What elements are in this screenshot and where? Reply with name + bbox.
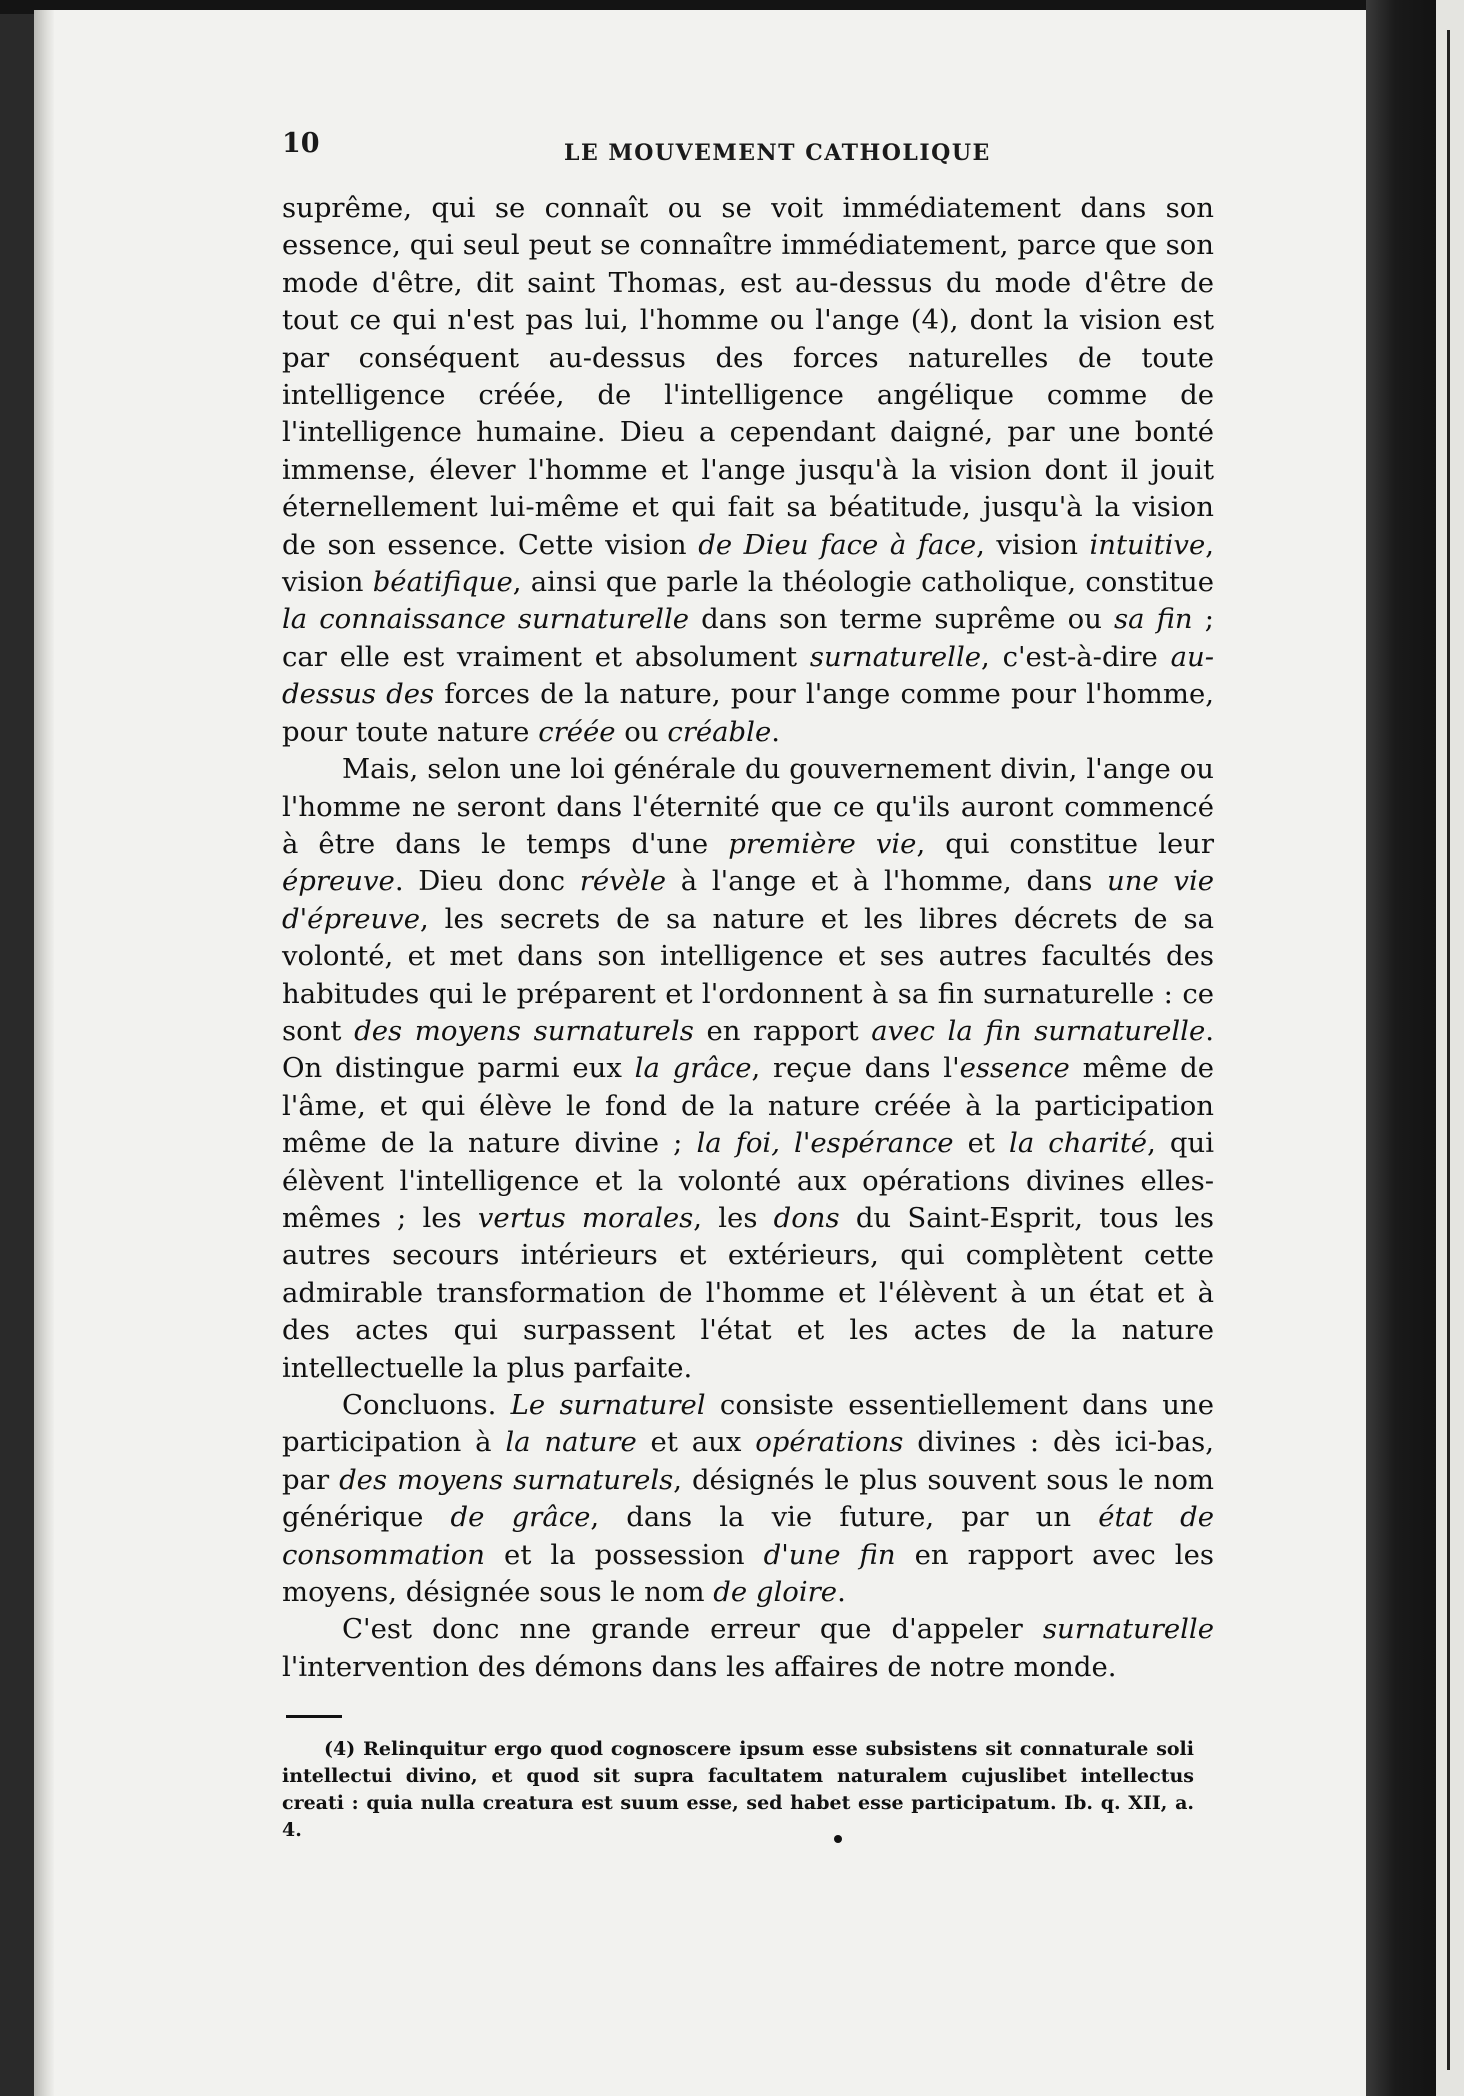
- text-run: , qui élèvent l'intelligence et la volonté aux opérations divines elles-mêmes ; les: [282, 1127, 1214, 1234]
- italic-run: de Dieu face à face: [698, 528, 977, 561]
- text-run: , reçue dans l': [751, 1052, 960, 1085]
- text-run: forces de la nature, pour l'ange comme pour l'homme, pour toute nature: [282, 678, 1214, 748]
- italic-run: béatifique: [372, 566, 513, 599]
- italic-run: intuitive: [1089, 528, 1206, 561]
- italic-run: la charité: [1009, 1127, 1148, 1160]
- text-run: et la possession: [485, 1538, 764, 1571]
- italic-run: la nature: [505, 1426, 637, 1459]
- paragraph: [282, 751, 1214, 1387]
- text-run: à l'ange et à l'homme, dans: [666, 865, 1108, 898]
- text-run: .: [837, 1576, 846, 1609]
- italic-run: créable: [667, 715, 772, 748]
- italic-run: une vie d'épreuve: [282, 865, 1215, 935]
- italic-run: sa fin: [1114, 603, 1193, 636]
- text-run: ; car elle est vraiment et absolument: [282, 603, 1214, 673]
- text-run: Concluons.: [342, 1389, 511, 1421]
- text-run: dans son terme suprême ou: [689, 603, 1114, 636]
- paragraph: [282, 1611, 1214, 1686]
- text-run: C'est donc nne grande erreur que d'appeler: [342, 1613, 1043, 1646]
- text-run: . On distingue parmi eux: [282, 1014, 1214, 1085]
- text-run: , ainsi que parle la théologie catholique, constitue: [512, 566, 1214, 599]
- italic-run: opérations: [755, 1426, 904, 1459]
- italic-run: essence: [959, 1052, 1070, 1085]
- italic-run: au-dessus des: [282, 640, 1214, 711]
- footnote-text: (4) Relinquitur ergo quod cognoscere ipsum esse subsistens sit connaturale soli intellectui divino, et quod sit supra facultatem naturalem cujuslibet intellectus creati : quia nulla creatura est suum esse, sed habet esse participatum. Ib. q. XII, a. 4.: [282, 1738, 1194, 1841]
- running-title: LE MOUVEMENT CATHOLIQUE: [564, 140, 991, 166]
- italic-run: première vie: [728, 827, 917, 860]
- text-run: , qui constitue leur: [916, 827, 1214, 860]
- italic-run: révèle: [579, 865, 667, 898]
- page-number: 10: [282, 128, 320, 159]
- italic-run: de gloire: [713, 1576, 838, 1609]
- text-run: en rapport: [693, 1014, 872, 1047]
- text-run: divines : dès ici-bas, par: [282, 1426, 1214, 1496]
- italic-run: de grâce: [450, 1501, 591, 1534]
- text-run: , vision: [976, 528, 1090, 561]
- italic-run: Le surnaturel: [510, 1389, 706, 1421]
- footnote: [282, 1736, 1194, 1844]
- italic-run: vertus morales: [477, 1201, 694, 1234]
- footnote-rule: [286, 1715, 342, 1718]
- text-run: Mais, selon une loi générale du gouvernement divin, l'ange ou l'homme ne seront dans l'éternité que ce qu'ils auront commencé à être dans le temps d'une: [282, 753, 1214, 860]
- text-run: .: [771, 715, 780, 748]
- italic-run: état de consommation: [282, 1501, 1214, 1571]
- text-run: même de l'âme, et qui élève le fond de la nature créée à la participation même de la nature divine ;: [282, 1052, 1214, 1160]
- page-gutter-shadow: [34, 10, 54, 2096]
- text-run: et: [953, 1127, 1010, 1160]
- italic-run: épreuve: [282, 865, 395, 898]
- italic-run: surnaturelle: [809, 640, 982, 673]
- italic-run: la foi, l'espérance: [696, 1127, 954, 1160]
- italic-run: des moyens surnaturels: [339, 1463, 674, 1496]
- italic-run: créée: [538, 715, 616, 748]
- body-text: [282, 190, 1214, 1686]
- italic-run: des moyens surnaturels: [354, 1014, 694, 1047]
- italic-run: la grâce: [634, 1052, 752, 1085]
- text-run: et aux: [636, 1426, 756, 1459]
- italic-run: d'une fin: [763, 1538, 896, 1571]
- text-run: suprême, qui se connaît ou se voit immédiatement dans son essence, qui seul peut se connaître immédiatement, parce que son mode d'être, dit saint Thomas, est au-dessus du mode d'être de tout ce qui n'est pas lui, l'homme ou l'ange (4), dont la vision est par conséquent au-dessus des forces naturelles de toute intelligence créée, de l'intelligence angélique comme de l'intelligence humaine. Dieu a cependant daigné, par une bonté immense, élever l'homme et l'ange jusqu'à la vision dont il jouit éternellement lui-même et qui fait sa béatitude, jusqu'à la vision de son essence. Cette vision: [282, 192, 1214, 561]
- text-run: , les secrets de sa nature et les libres décrets de sa volonté, et met dans son intelligence et ses autres facultés des habitudes qui le préparent et l'ordonnent à sa fin surnaturelle : ce sont: [282, 902, 1214, 1047]
- text-run: du Saint-Esprit, tous les autres secours intérieurs et extérieurs, qui complètent cette admirable transformation de l'homme et l'élèvent à un état et à des actes qui surpassent l'état et les actes de la nature intellectuelle la plus parfaite.: [282, 1201, 1214, 1384]
- text-run: ou: [615, 715, 668, 748]
- text-run: l'intervention des démons dans les affaires de notre monde.: [282, 1650, 1117, 1683]
- text-run: , désignés le plus souvent sous le nom générique: [282, 1463, 1214, 1534]
- text-run: en rapport avec les moyens, désignée sous le nom: [282, 1538, 1214, 1609]
- scan-right-line: [1447, 30, 1450, 2070]
- page-header: [282, 128, 1252, 168]
- paragraph: [282, 1387, 1214, 1611]
- text-run: , dans la vie future, par un: [590, 1501, 1099, 1534]
- text-run: , vision: [282, 528, 1214, 599]
- text-run: , les: [693, 1201, 774, 1234]
- text-run: , c'est-à-dire: [981, 640, 1171, 673]
- italic-run: dons: [773, 1201, 840, 1234]
- italic-run: avec la fin surnaturelle: [871, 1014, 1206, 1047]
- paragraph: [282, 190, 1214, 751]
- ink-dot: [834, 1835, 842, 1843]
- italic-run: surnaturelle: [1042, 1613, 1214, 1646]
- text-run: consiste essentiellement dans une participation à: [282, 1389, 1214, 1459]
- text-run: . Dieu donc: [394, 865, 580, 898]
- italic-run: la connaissance surnaturelle: [282, 603, 690, 636]
- scan-right-strip: [1436, 0, 1464, 2096]
